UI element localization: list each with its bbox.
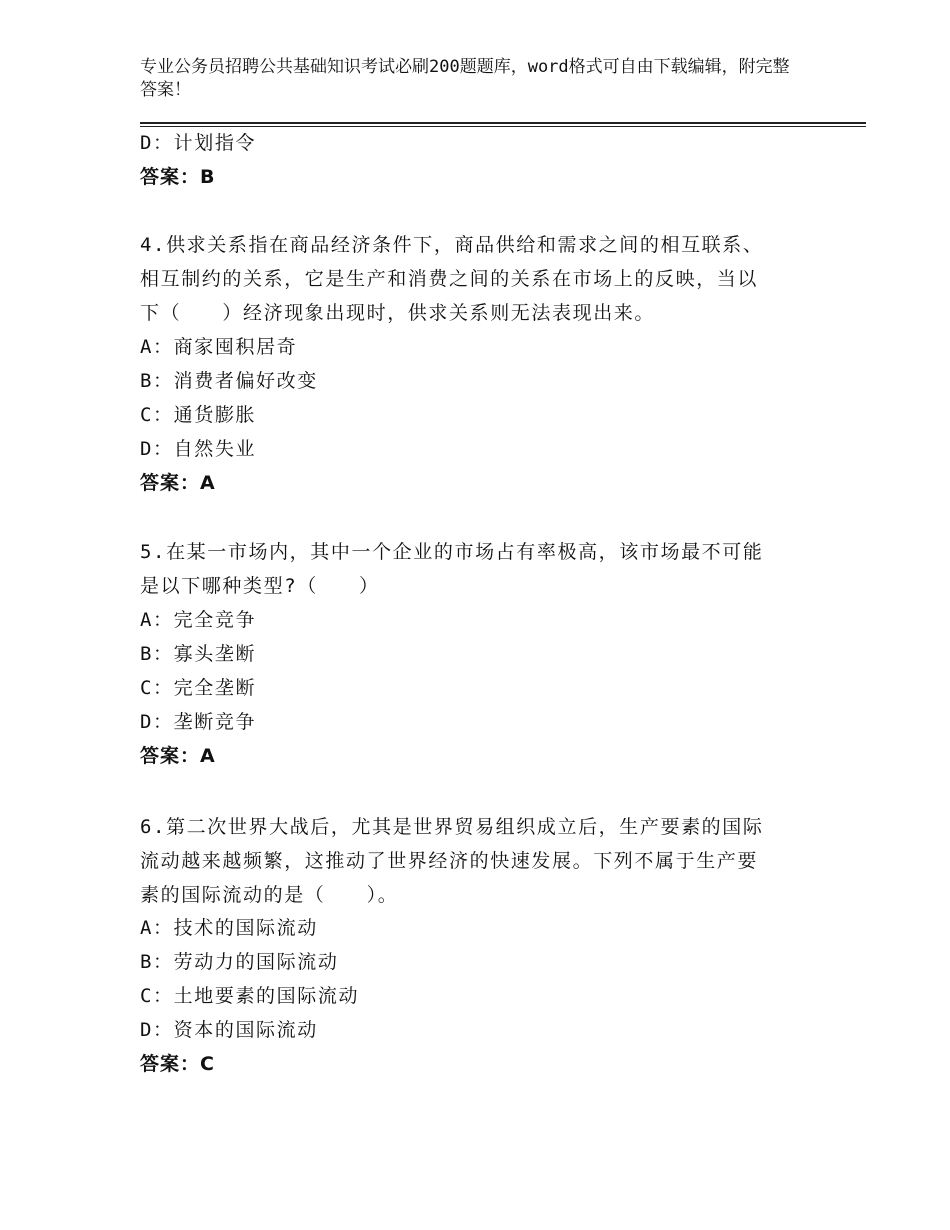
- question-text-line: 6.第二次世界大战后，尤其是世界贸易组织成立后，生产要素的国际: [140, 816, 764, 838]
- question-text-line: 素的国际流动的是（ ）。: [140, 884, 399, 906]
- option-c: C：完全垄断: [140, 677, 257, 699]
- answer: 答案：C: [140, 1053, 215, 1075]
- option-c: C：土地要素的国际流动: [140, 985, 360, 1007]
- answer: 答案：A: [140, 472, 216, 494]
- option-d: D：资本的国际流动: [140, 1019, 318, 1041]
- option-a: A：技术的国际流动: [140, 917, 318, 939]
- page-header: 专业公务员招聘公共基础知识考试必刷200题题库，word格式可自由下载编辑，附完整答案！: [140, 57, 790, 100]
- option-b: B：消费者偏好改变: [140, 370, 318, 392]
- question-text-line: 是以下哪种类型?（ ）: [140, 575, 380, 597]
- option-a: A：商家囤积居奇: [140, 336, 298, 358]
- question-text-line: 4.供求关系指在商品经济条件下，商品供给和需求之间的相互联系、: [140, 234, 764, 256]
- question-text-line: 流动越来越频繁，这推动了世界经济的快速发展。下列不属于生产要: [140, 850, 759, 872]
- option-d: D：自然失业: [140, 438, 257, 460]
- answer: 答案：A: [140, 745, 216, 767]
- option-b: B：劳动力的国际流动: [140, 951, 339, 973]
- header-rule-thick: [140, 122, 866, 124]
- q3-option-d: D：计划指令: [140, 132, 257, 154]
- option-b: B：寡头垄断: [140, 643, 257, 665]
- option-a: A：完全竞争: [140, 609, 257, 631]
- option-c: C：通货膨胀: [140, 404, 257, 426]
- q3-answer: 答案：B: [140, 166, 216, 188]
- option-d: D：垄断竞争: [140, 711, 257, 733]
- question-text-line: 5.在某一市场内，其中一个企业的市场占有率极高，该市场最不可能: [140, 541, 764, 563]
- question-text-line: 下（ ）经济现象出现时，供求关系则无法表现出来。: [140, 302, 656, 324]
- question-text-line: 相互制约的关系，它是生产和消费之间的关系在市场上的反映，当以: [140, 268, 759, 290]
